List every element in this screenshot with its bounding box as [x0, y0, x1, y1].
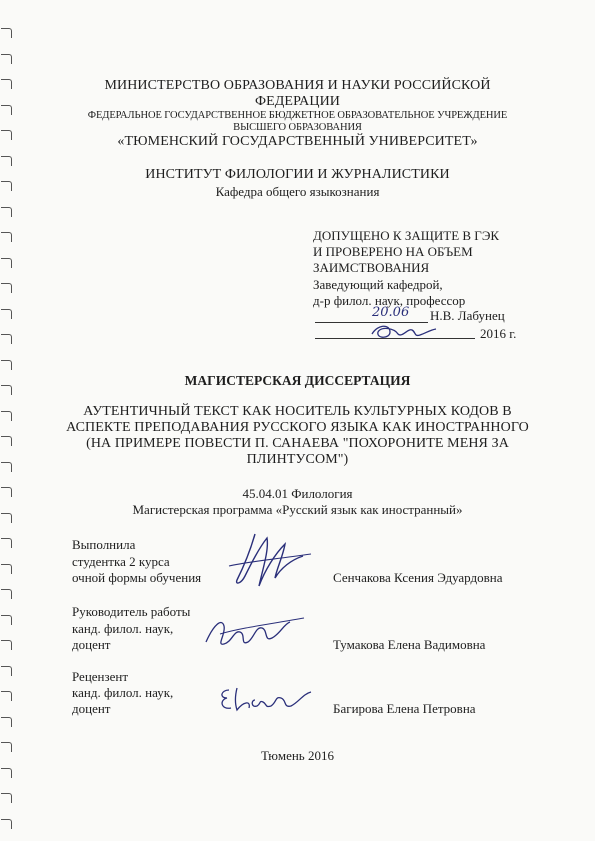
binding-ring — [1, 538, 12, 548]
binding-ring — [1, 717, 12, 727]
thesis-title-line-1: АУТЕНТИЧНЫЙ ТЕКСТ КАК НОСИТЕЛЬ КУЛЬТУРНЫХ КОДОВ В — [83, 404, 512, 419]
binding-ring — [1, 334, 12, 344]
author-label-1: Выполнила — [72, 537, 136, 552]
binding-ring — [1, 615, 12, 625]
approval-handwritten-date: 20.06 — [372, 305, 410, 320]
city-year: Тюмень 2016 — [261, 748, 334, 763]
approval-line-3: ЗАИМСТВОВАНИЯ — [313, 260, 430, 275]
author-label-2: студентка 2 курса — [72, 554, 170, 569]
supervisor-label-2: канд. филол. наук, — [72, 621, 174, 636]
institute-name: ИНСТИТУТ ФИЛОЛОГИИ И ЖУРНАЛИСТИКИ — [145, 167, 450, 182]
reviewer-name: Багирова Елена Петровна — [333, 701, 476, 716]
binding-ring — [1, 360, 12, 370]
ministry-line-2: ФЕДЕРАЦИИ — [254, 94, 341, 109]
master-program: Магистерская программа «Русский язык как иностранный» — [132, 502, 463, 517]
thesis-title-line-3: (НА ПРИМЕРЕ ПОВЕСТИ П. САНАЕВА "ПОХОРОНИТЕ МЕНЯ ЗА — [86, 436, 509, 451]
binding-ring — [1, 640, 12, 650]
head-of-department-name: Н.В. Лабунец — [430, 308, 505, 323]
approval-year: 2016 г. — [480, 326, 517, 341]
thesis-title-line-4: ПЛИНТУСОМ") — [246, 452, 349, 467]
thesis-title-line-2: АСПЕКТЕ ПРЕПОДАВАНИЯ РУССКОГО ЯЗЫКА КАК ИНОСТРАННОГО — [66, 420, 529, 435]
binding-ring — [1, 691, 12, 701]
supervisor-label-3: доцент — [72, 637, 111, 652]
binding-ring — [1, 768, 12, 778]
institution-line-2: ВЫСШЕГО ОБРАЗОВАНИЯ — [233, 122, 362, 133]
institution-line-1: ФЕДЕРАЛЬНОЕ ГОСУДАРСТВЕННОЕ БЮДЖЕТНОЕ ОБРАЗОВАТЕЛЬНОЕ УЧРЕЖДЕНИЕ — [87, 110, 508, 121]
author-label-3: очной формы обучения — [72, 570, 202, 585]
approval-line-1: ДОПУЩЕНО К ЗАЩИТЕ В ГЭК — [313, 228, 500, 243]
binding-ring — [1, 156, 12, 166]
supervisor-label-1: Руководитель работы — [72, 604, 191, 619]
approval-line-5: д-р филол. наук, профессор — [313, 293, 466, 308]
speciality-code: 45.04.01 Филология — [242, 486, 353, 501]
department-name: Кафедра общего языкознания — [215, 184, 380, 199]
author-signature — [215, 530, 315, 592]
reviewer-label-3: доцент — [72, 701, 111, 716]
university-name: «ТЮМЕНСКИЙ ГОСУДАРСТВЕННЫЙ УНИВЕРСИТЕТ» — [117, 134, 478, 149]
binding-ring — [1, 258, 12, 268]
supervisor-signature — [200, 612, 310, 656]
thesis-type: МАГИСТЕРСКАЯ ДИССЕРТАЦИЯ — [184, 373, 411, 388]
binding-ring — [1, 232, 12, 242]
binding-ring — [1, 207, 12, 217]
binding-ring — [1, 564, 12, 574]
reviewer-label-2: канд. филол. наук, — [72, 685, 174, 700]
binding-ring — [1, 819, 12, 829]
approval-line-4: Заведующий кафедрой, — [313, 277, 443, 292]
approval-line-2: И ПРОВЕРЕНО НА ОБЪЕМ — [313, 244, 473, 259]
approval-signature — [368, 320, 438, 342]
ministry-line-1: МИНИСТЕРСТВО ОБРАЗОВАНИЯ И НАУКИ РОССИЙСКОЙ — [104, 78, 491, 93]
binding-ring — [1, 54, 12, 64]
binding-ring — [1, 28, 12, 38]
reviewer-signature — [215, 680, 325, 716]
author-name: Сенчакова Ксения Эдуардовна — [333, 570, 503, 585]
binding-ring — [1, 589, 12, 599]
reviewer-label-1: Рецензент — [72, 669, 129, 684]
supervisor-name: Тумакова Елена Вадимовна — [333, 637, 486, 652]
binding-ring — [1, 793, 12, 803]
binding-ring — [1, 283, 12, 293]
binding-ring — [1, 309, 12, 319]
binding-ring — [1, 666, 12, 676]
